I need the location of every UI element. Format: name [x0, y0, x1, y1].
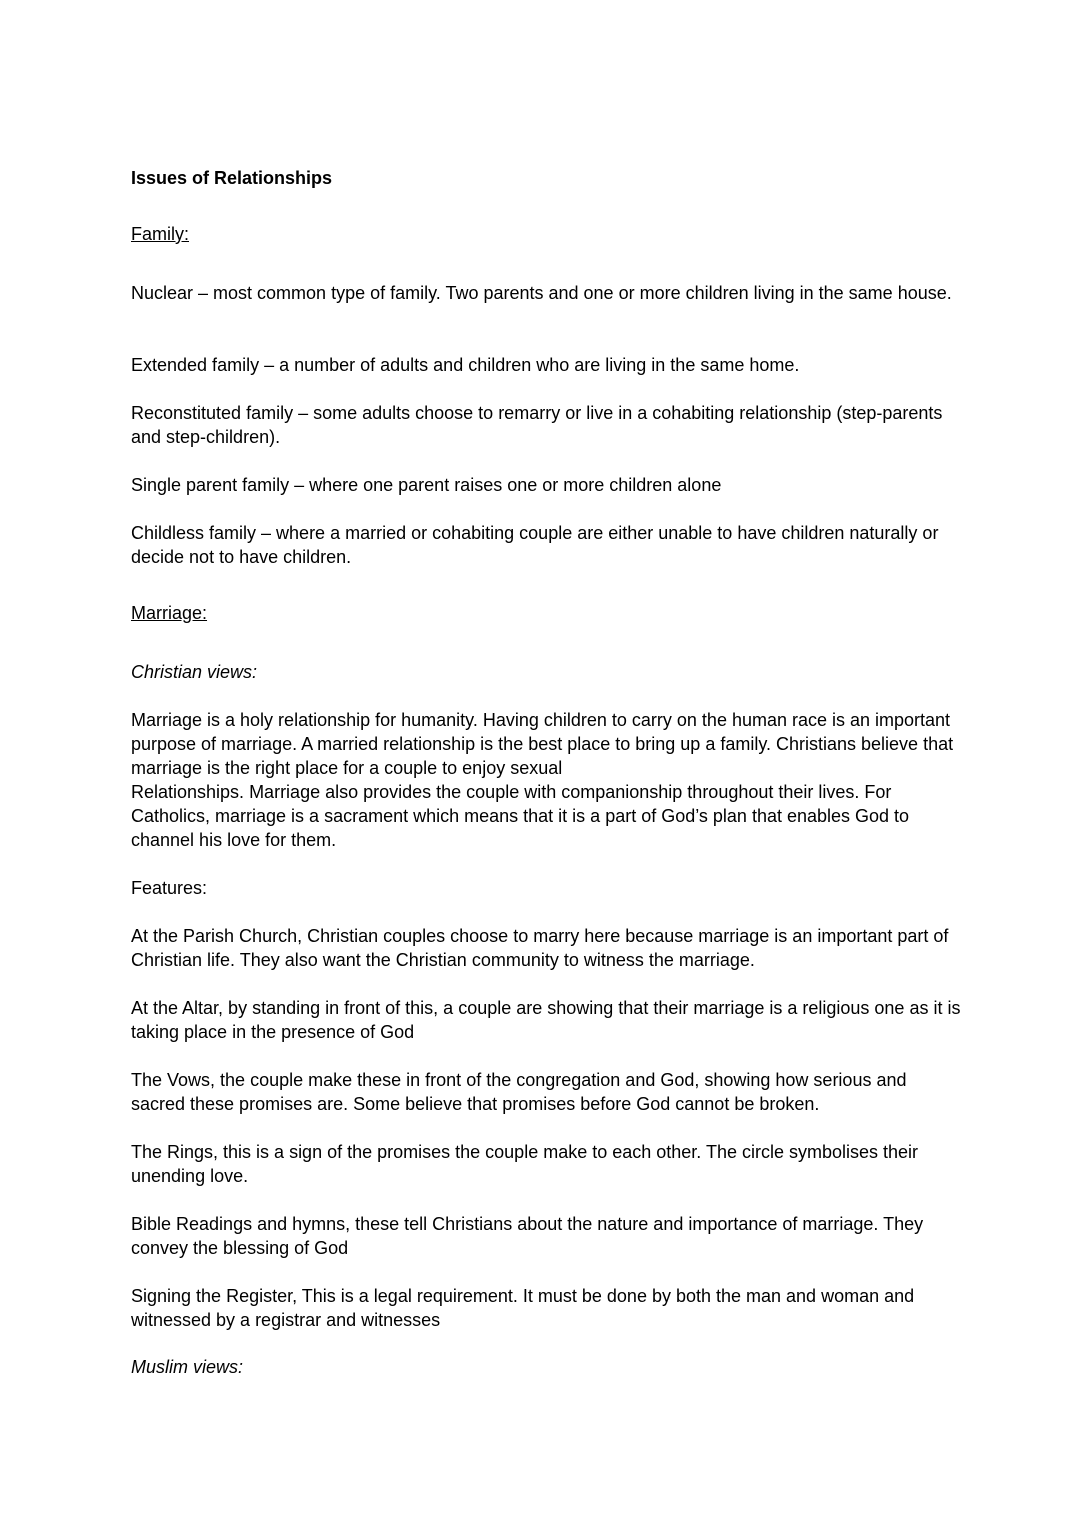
document-title: Issues of Relationships	[131, 168, 333, 188]
features-heading: Features:	[131, 878, 208, 898]
muslim-views-heading: Muslim views:	[131, 1357, 244, 1377]
family-single-parent: Single parent family – where one parent raises one or more children alone	[131, 475, 722, 495]
family-childless: Childless family – where a married or cohabiting couple are either unable to have children naturally or decide not to have children.	[131, 523, 939, 567]
family-reconstituted: Reconstituted family – some adults choose to remarry or live in a cohabiting relationship (step-parents and step-children).	[131, 403, 943, 447]
christian-views-paragraph-1: Marriage is a holy relationship for humanity. Having children to carry on the human race is an important purpose of marriage. A married relationship is the best place to bring up a family. Christians believe that marriage is the right place for a couple to enjoy sexual	[131, 710, 954, 778]
christian-views-paragraph-2: Relationships. Marriage also provides the couple with companionship throughout their lives. For Catholics, marriage is a sacrament which means that it is a part of God’s plan that enables God to channel his love for them.	[131, 782, 910, 850]
feature-bible-readings: Bible Readings and hymns, these tell Christians about the nature and importance of marriage. They convey the blessing of God	[131, 1214, 924, 1258]
feature-signing-register: Signing the Register, This is a legal requirement. It must be done by both the man and woman and witnessed by a registrar and witnesses	[131, 1286, 915, 1330]
feature-vows: The Vows, the couple make these in front of the congregation and God, showing how serious and sacred these promises are. Some believe that promises before God cannot be broken.	[131, 1070, 907, 1114]
family-heading: Family:	[131, 224, 189, 244]
feature-parish-church: At the Parish Church, Christian couples choose to marry here because marriage is an important part of Christian life. They also want the Christian community to witness the marriage.	[131, 926, 949, 970]
family-nuclear: Nuclear – most common type of family. Two parents and one or more children living in the same house.	[131, 283, 952, 303]
feature-altar: At the Altar, by standing in front of this, a couple are showing that their marriage is a religious one as it is taking place in the presence of God	[131, 998, 961, 1042]
marriage-heading: Marriage:	[131, 603, 208, 623]
family-extended: Extended family – a number of adults and children who are living in the same home.	[131, 355, 800, 375]
feature-rings: The Rings, this is a sign of the promises the couple make to each other. The circle symbolises their unending love.	[131, 1142, 919, 1186]
christian-views-heading: Christian views:	[131, 662, 258, 682]
